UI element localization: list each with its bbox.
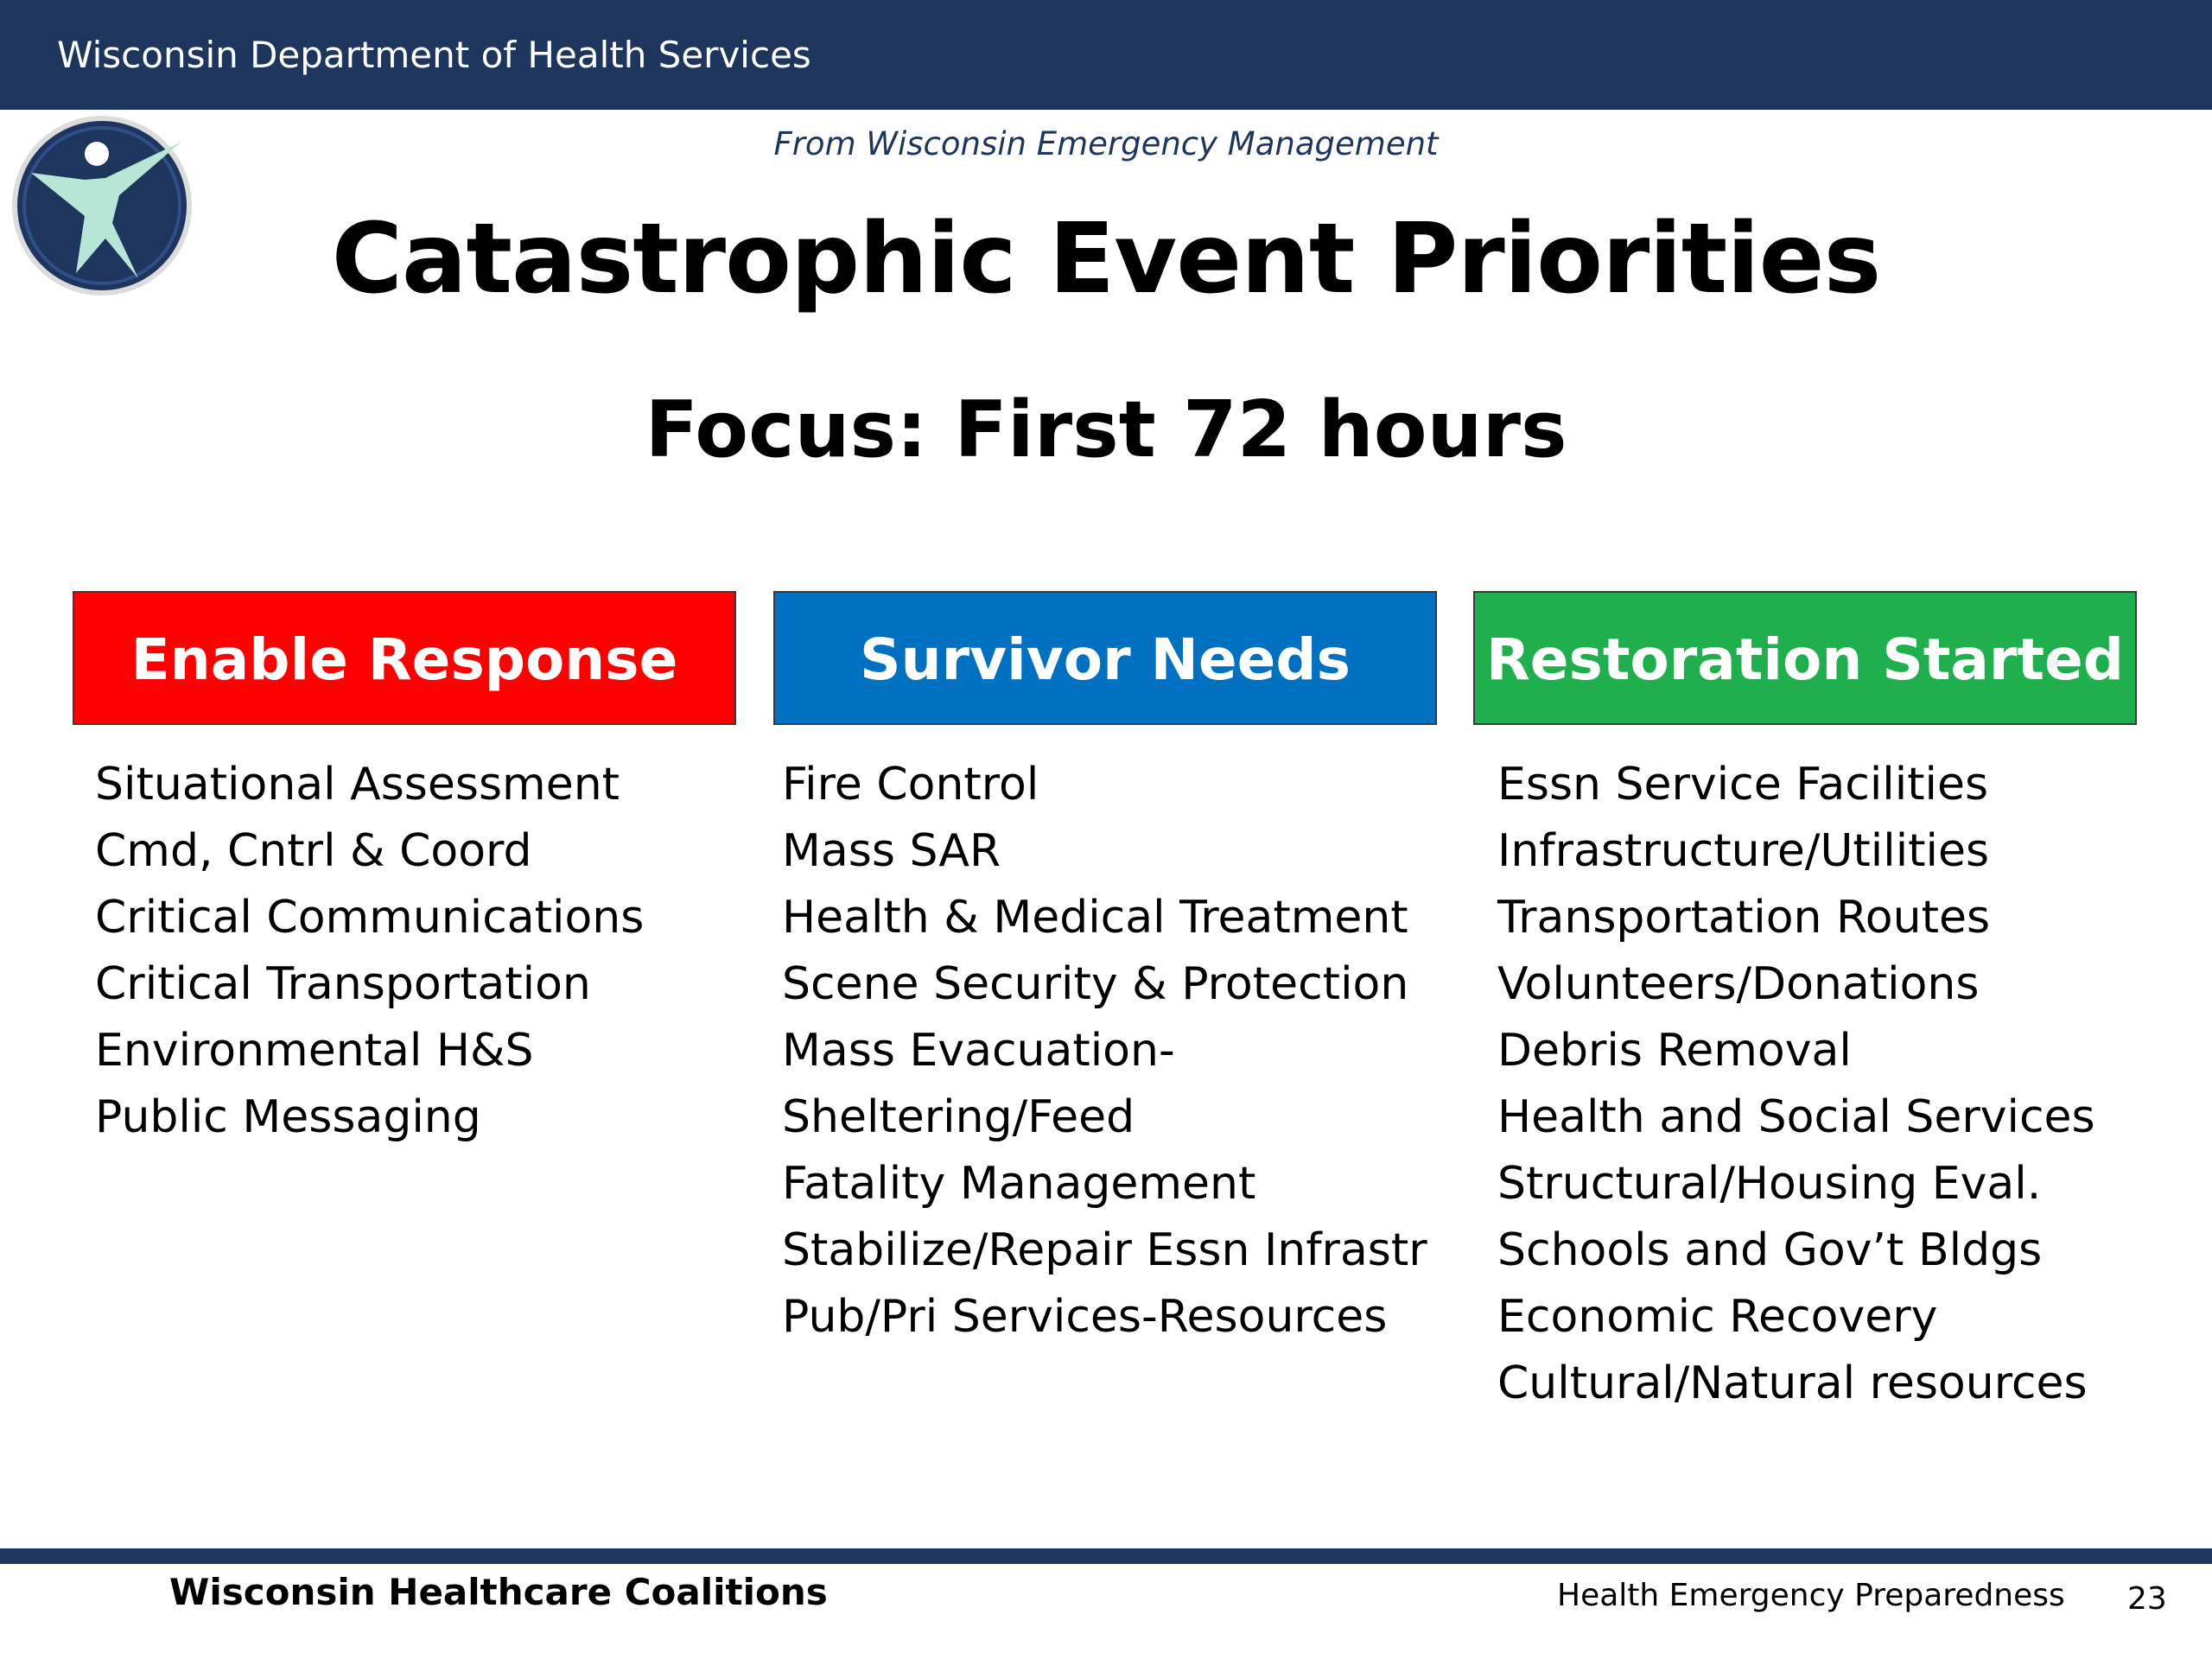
source-note: From Wisconsin Emergency Management [773,125,1439,162]
footer-program: Health Emergency Preparedness [1557,1578,2065,1613]
list-item: Transportation Routes [1497,892,1991,944]
column-heading-restoration-started: Restoration Started [1473,591,2137,725]
footer-organization: Wisconsin Healthcare Coalitions [169,1571,828,1613]
list-item: Volunteers/Donations [1497,958,1980,1010]
list-item: Stabilize/Repair Essn Infrastr [782,1224,1427,1276]
list-item: Mass Evacuation- [782,1025,1175,1077]
enable-response-list [95,752,644,1151]
list-item: Public Messaging [95,1091,481,1143]
list-item: Cultural/Natural resources [1497,1357,2088,1409]
list-item: Essn Service Facilities [1497,759,1989,810]
list-item: Infrastructure/Utilities [1497,825,1990,877]
page-number: 23 [2127,1581,2167,1617]
list-item: Critical Communications [95,892,645,944]
footer-divider [0,1548,2212,1564]
list-item: Environmental H&S [95,1025,534,1077]
list-item: Debris Removal [1497,1025,1852,1077]
list-item: Fire Control [782,759,1039,810]
list-item: Critical Transportation [95,958,591,1010]
restoration-started-list [1497,752,2095,1417]
list-item: Economic Recovery [1497,1291,1938,1343]
column-heading-enable-response: Enable Response [73,591,736,725]
column-heading-survivor-needs: Survivor Needs [773,591,1437,725]
list-item: Health & Medical Treatment [782,892,1408,944]
focus-subtitle: Focus: First 72 hours [645,385,1567,475]
list-item: Sheltering/Feed [782,1091,1135,1143]
header-title: Wisconsin Department of Health Services [57,34,811,76]
list-item: Cmd, Cntrl & Coord [95,825,532,877]
list-item: Health and Social Services [1497,1091,2095,1143]
page-title: Catastrophic Event Priorities [331,203,1881,315]
list-item: Structural/Housing Eval. [1497,1158,2042,1210]
list-item: Schools and Gov’t Bldgs [1497,1224,2043,1276]
header-bar [0,0,2212,110]
list-item: Mass SAR [782,825,1001,877]
survivor-needs-list [782,752,1427,1351]
list-item: Fatality Management [782,1158,1256,1210]
list-item: Situational Assessment [95,759,620,810]
list-item: Pub/Pri Services-Resources [782,1291,1388,1343]
list-item: Scene Security & Protection [782,958,1409,1010]
